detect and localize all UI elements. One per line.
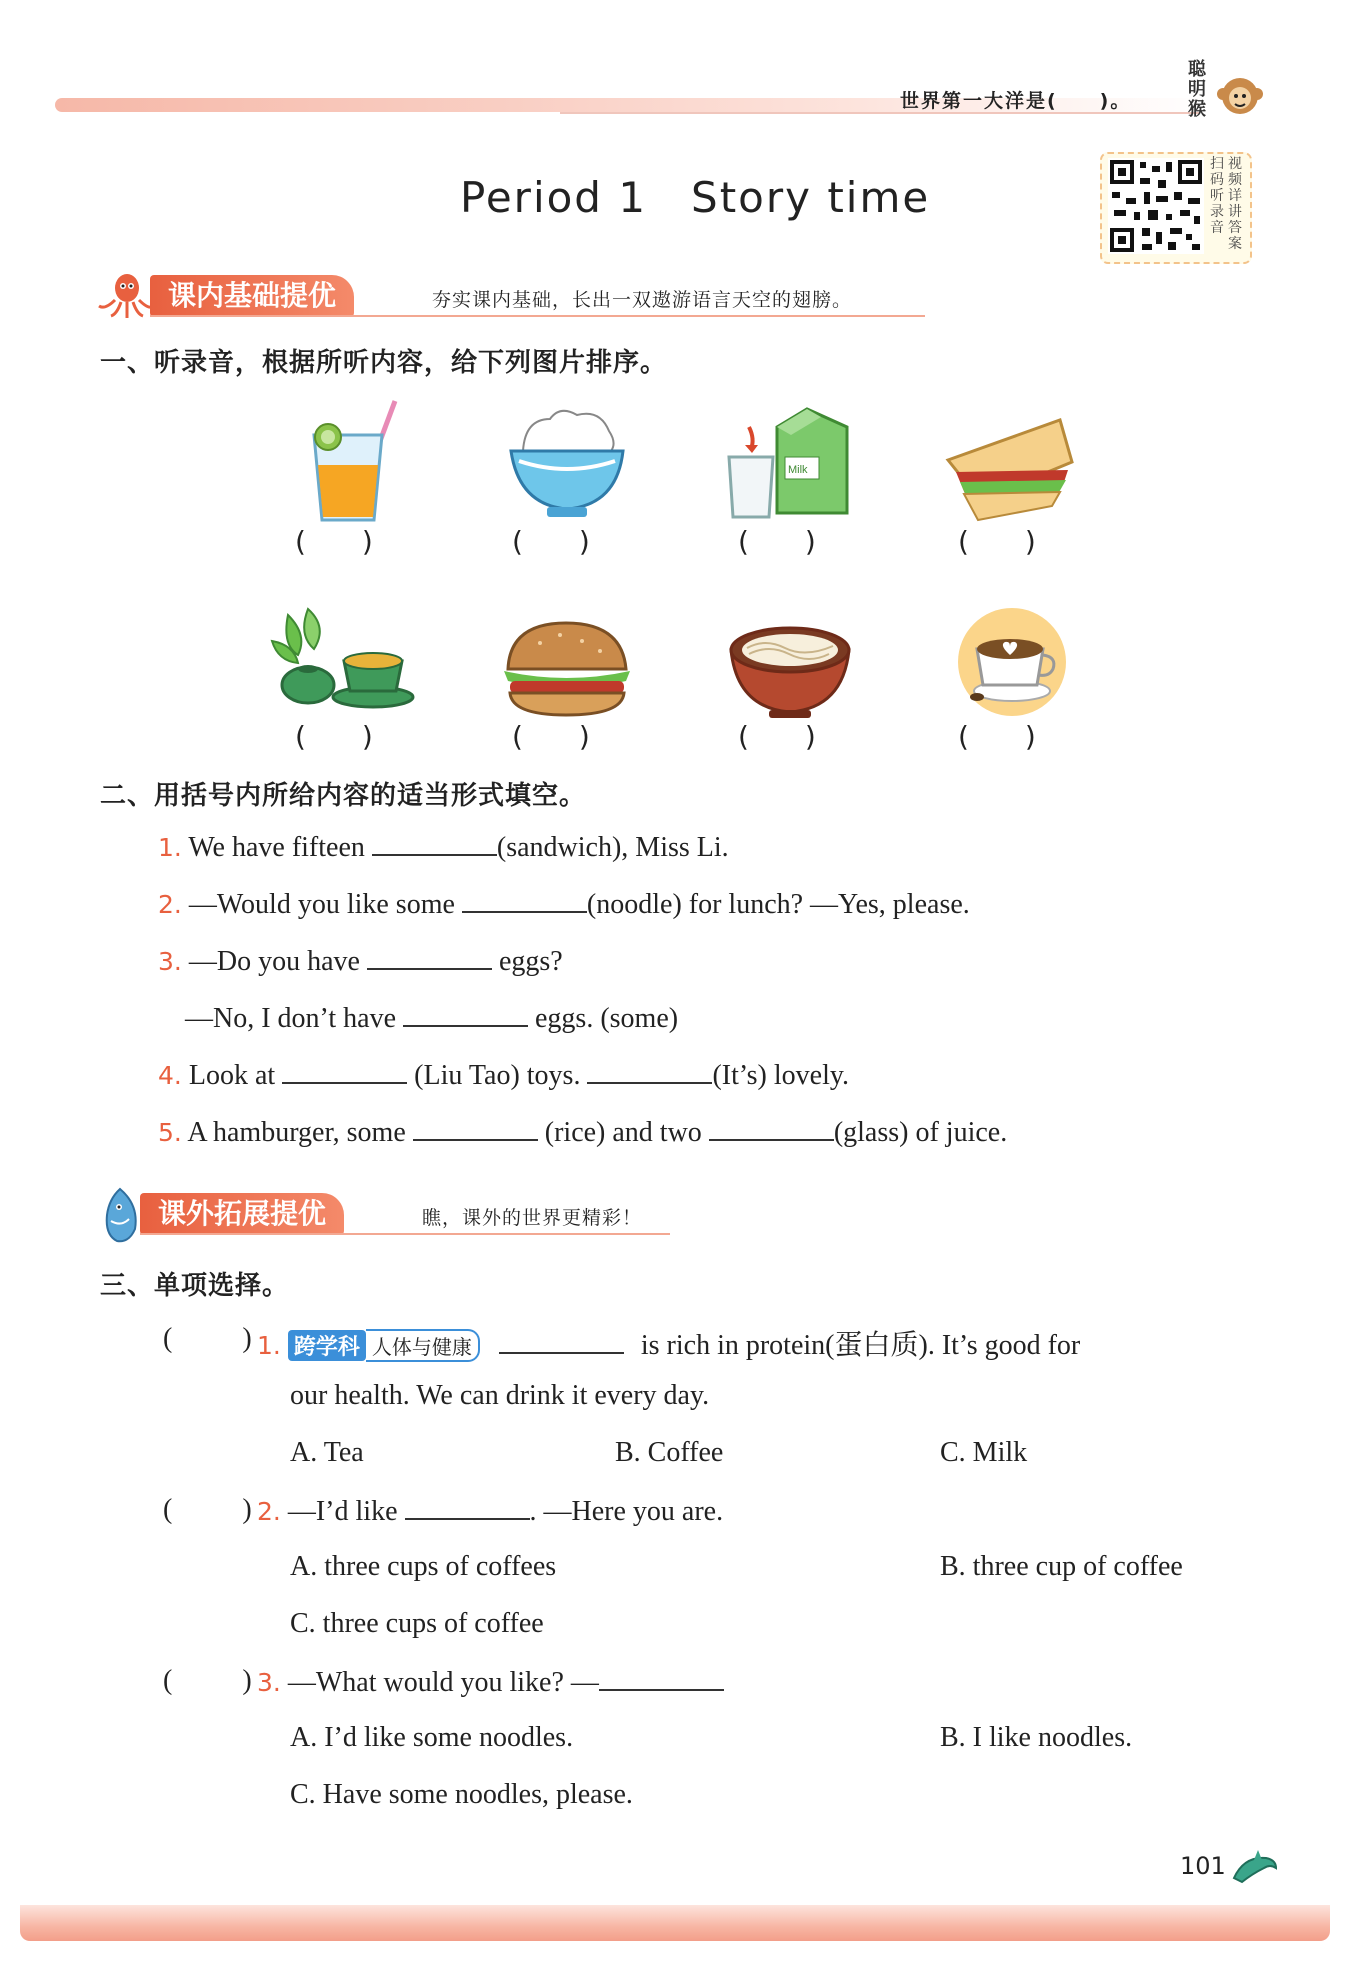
answer-blank[interactable] <box>599 1665 724 1691</box>
answer-blank[interactable] <box>367 944 492 970</box>
shark-icon <box>95 1185 145 1249</box>
trivia-question: 世界第一大洋是( )。 <box>900 90 1132 112</box>
answer-blank[interactable] <box>587 1058 712 1084</box>
question-text: is rich in protein(蛋白质). It’s good for <box>640 1330 1081 1361</box>
question-number: 2. <box>158 890 182 919</box>
paren-open: ( <box>163 1323 173 1354</box>
part3-q1-paren[interactable] <box>163 1323 252 1355</box>
question-number: 4. <box>158 1061 182 1090</box>
answer-blank[interactable] <box>499 1328 624 1354</box>
question-text: A hamburger, some <box>187 1117 406 1148</box>
option-b[interactable]: B. three cup of coffee <box>940 1551 1183 1582</box>
qr-code-icon[interactable] <box>1108 158 1204 258</box>
option-a[interactable]: A. I’d like some noodles. <box>290 1722 574 1753</box>
option-b[interactable]: B. Coffee <box>615 1437 724 1468</box>
section-line-ext <box>140 1233 670 1235</box>
question-number: 1. <box>257 1331 281 1360</box>
part2-q3-line2 <box>185 1001 678 1035</box>
question-text: —Do you have <box>188 946 360 977</box>
question-text: —No, I don’t have <box>185 1003 396 1034</box>
svg-text:Milk: Milk <box>788 464 808 476</box>
part2-q2 <box>158 887 970 921</box>
question-text: Look at <box>188 1060 276 1091</box>
page-number: 101 <box>1180 1852 1226 1880</box>
part3-q3-paren[interactable] <box>163 1665 252 1697</box>
question-number: 1. <box>158 833 182 862</box>
section-line-basic <box>150 315 925 317</box>
paren-close: ) <box>242 1494 252 1525</box>
dolphin-icon <box>1230 1848 1280 1892</box>
part3-q2-paren[interactable] <box>163 1494 252 1526</box>
question-text: eggs. (some) <box>535 1003 679 1034</box>
answer-blank[interactable] <box>282 1058 407 1084</box>
squid-icon <box>95 270 155 324</box>
question-text: —What would you like? — <box>287 1667 599 1698</box>
part1-answer-3[interactable]: ( ) <box>738 525 816 558</box>
part1-answer-8[interactable]: ( ) <box>958 720 1036 753</box>
part2-q4 <box>158 1058 849 1092</box>
answer-blank[interactable] <box>403 1001 528 1027</box>
milk-icon <box>725 405 855 529</box>
tea-icon <box>268 605 418 719</box>
footer-stripe <box>20 1905 1330 1941</box>
paren-close: ) <box>242 1323 252 1354</box>
question-text: (glass) of juice. <box>833 1117 1008 1148</box>
question-text: (sandwich), Miss Li. <box>496 832 729 863</box>
noodles-icon <box>725 612 855 726</box>
qr-caption <box>1210 156 1250 252</box>
section-desc-basic: 夯实课内基础，长出一双遨游语言天空的翅膀。 <box>432 289 853 311</box>
question-number: 3. <box>257 1668 281 1697</box>
question-number: 2. <box>257 1497 281 1526</box>
cross-subject-sub: 人体与健康 <box>366 1329 480 1362</box>
part1-answer-5[interactable]: ( ) <box>295 720 373 753</box>
question-text: (noodle) for lunch? —Yes, please. <box>586 889 970 920</box>
part3-q3 <box>257 1665 724 1699</box>
answer-blank[interactable] <box>462 887 587 913</box>
option-c[interactable]: C. three cups of coffee <box>290 1608 544 1639</box>
cross-subject-tag: 跨学科 <box>288 1330 366 1361</box>
question-text: (rice) and two <box>544 1117 702 1148</box>
qr-caption-right: 视频详讲答案 <box>1228 156 1242 252</box>
section-desc-ext: 瞧，课外的世界更精彩！ <box>422 1207 643 1229</box>
paren-close: ) <box>242 1665 252 1696</box>
answer-blank[interactable] <box>413 1115 538 1141</box>
question-text: We have fifteen <box>188 832 365 863</box>
qr-caption-left: 扫码听录音 <box>1210 156 1224 236</box>
answer-blank[interactable] <box>372 830 497 856</box>
answer-blank[interactable] <box>405 1494 530 1520</box>
part1-answer-4[interactable]: ( ) <box>958 525 1036 558</box>
option-c[interactable]: C. Have some noodles, please. <box>290 1779 633 1810</box>
part1-answer-7[interactable]: ( ) <box>738 720 816 753</box>
part2-q3 <box>158 944 563 978</box>
question-number: 3. <box>158 947 182 976</box>
section-banner-ext: 课外拓展提优 <box>140 1193 344 1235</box>
question-text: (Liu Tao) toys. <box>414 1060 581 1091</box>
part2-q5 <box>158 1115 1007 1149</box>
paren-open: ( <box>163 1665 173 1696</box>
hamburger-icon <box>500 615 635 724</box>
part3-q2 <box>257 1494 723 1528</box>
part1-answer-2[interactable]: ( ) <box>512 525 590 558</box>
question-text: —I’d like <box>287 1496 398 1527</box>
mascot-label: 聪明猴 <box>1188 59 1206 120</box>
option-b[interactable]: B. I like noodles. <box>940 1722 1133 1753</box>
page-title: Period 1 Story time <box>460 173 931 222</box>
part3-q1 <box>257 1323 1080 1363</box>
part1-heading: 一、听录音，根据所听内容，给下列图片排序。 <box>100 348 668 378</box>
option-a[interactable]: A. Tea <box>290 1437 364 1468</box>
rice-icon <box>505 405 630 529</box>
paren-open: ( <box>163 1494 173 1525</box>
part2-heading: 二、用括号内所给内容的适当形式填空。 <box>100 781 587 811</box>
section-banner-basic: 课内基础提优 <box>150 275 354 317</box>
question-text: . —Here you are. <box>529 1496 724 1527</box>
juice-icon <box>300 395 410 529</box>
part3-q1-line2: our health. We can drink it every day. <box>290 1380 710 1411</box>
question-text: eggs? <box>498 946 563 977</box>
part1-answer-1[interactable]: ( ) <box>295 525 373 558</box>
part2-q1 <box>158 830 729 864</box>
coffee-icon <box>955 605 1070 724</box>
option-a[interactable]: A. three cups of coffees <box>290 1551 557 1582</box>
question-text: —Would you like some <box>188 889 455 920</box>
part3-heading: 三、单项选择。 <box>100 1271 290 1301</box>
question-number: 5. <box>158 1118 182 1147</box>
question-text: (It’s) lovely. <box>712 1060 850 1091</box>
answer-blank[interactable] <box>709 1115 834 1141</box>
sandwich-icon <box>940 410 1080 529</box>
option-c[interactable]: C. Milk <box>940 1437 1028 1468</box>
part1-answer-6[interactable]: ( ) <box>512 720 590 753</box>
